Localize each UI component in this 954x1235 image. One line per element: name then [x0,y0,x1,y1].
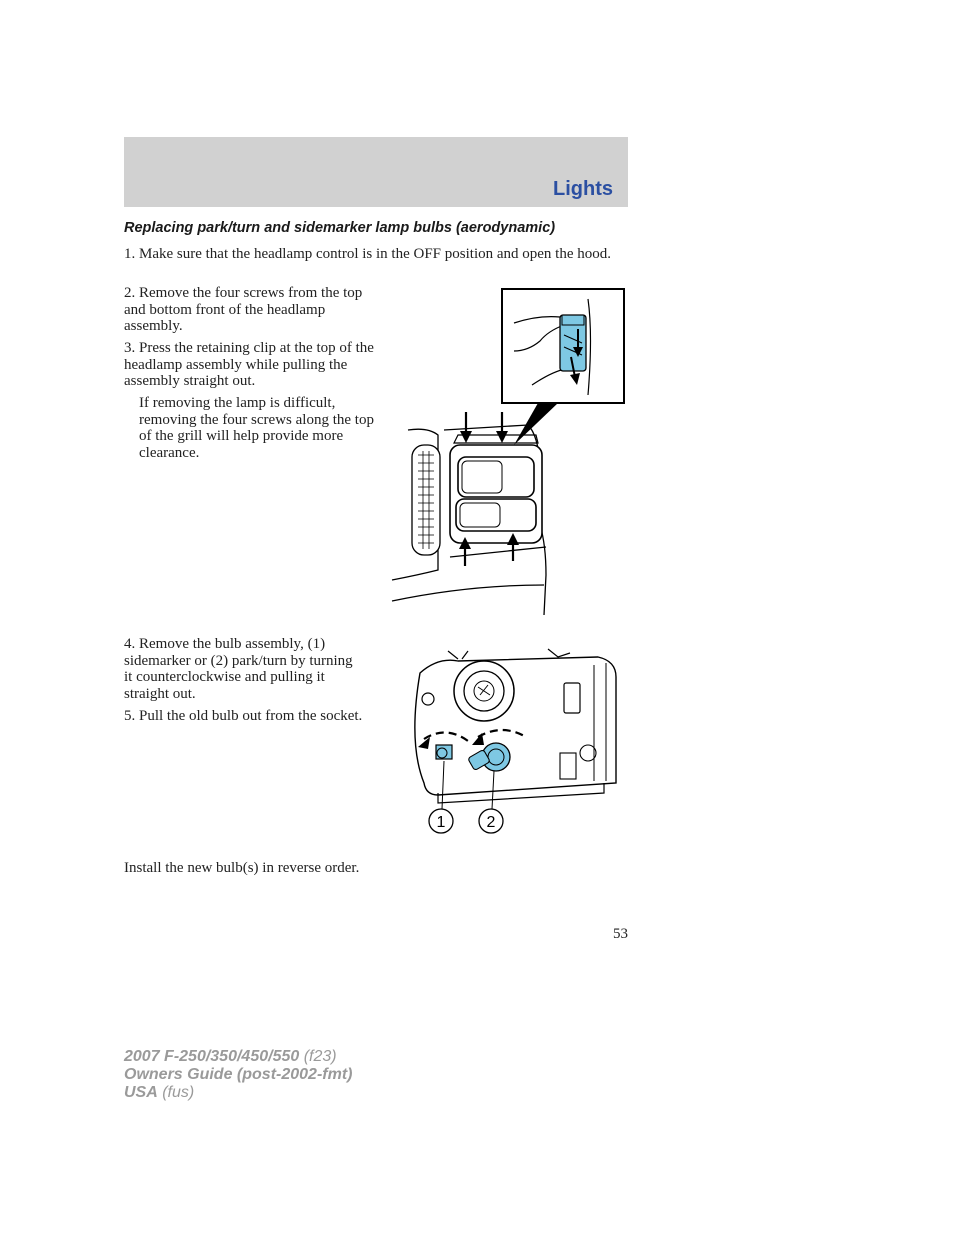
step-3-note-text: If removing the lamp is difficult, removing the four screws along the top of the grill will help provide more clearance. [139,395,374,461]
footer-market-code: (fus) [157,1084,195,1101]
step-1-text: 1. Make sure that the headlamp control is in the OFF position and open the hood. [124,246,612,262]
callout-2-label: 2 [486,814,496,831]
page-number: 53 [613,926,628,942]
footer-line-3 [124,1084,352,1102]
final-instruction-text: Install the new bulb(s) in reverse order. [124,860,360,876]
section-header-title: Lights [553,178,613,200]
document-footer [124,1048,352,1102]
headlamp-rear-housing-icon [415,657,616,795]
step-5-text: 5. Pull the old bulb out from the socket. [124,708,363,724]
section-header-bar [124,137,628,207]
footer-market: USA [124,1084,158,1101]
callout-1-label: 1 [436,814,446,831]
headlamp-removal-figure [388,285,633,620]
footer-model: 2007 F-250/350/450/550 [124,1048,300,1065]
footer-line-1 [124,1048,352,1066]
step-2-text: 2. Remove the four screws from the top and bottom front of the headlamp assembly. [124,285,363,334]
footer-line-2: Owners Guide (post-2002-fmt) [124,1066,353,1083]
footer-model-code: (f23) [299,1048,337,1065]
bulb-socket-figure [398,643,623,843]
grill-icon [412,445,440,555]
section-title: Replacing park/turn and sidemarker lamp bulbs (aerodynamic) [124,220,556,236]
headlamp-assembly-icon [450,445,542,543]
step-3-text: 3. Press the retaining clip at the top of the headlamp assembly while pulling the assembly straight out. [124,340,374,389]
step-4-text: 4. Remove the bulb assembly, (1) sidemarker or (2) park/turn by turning it counterclockwise and pulling it straight out. [124,636,353,702]
